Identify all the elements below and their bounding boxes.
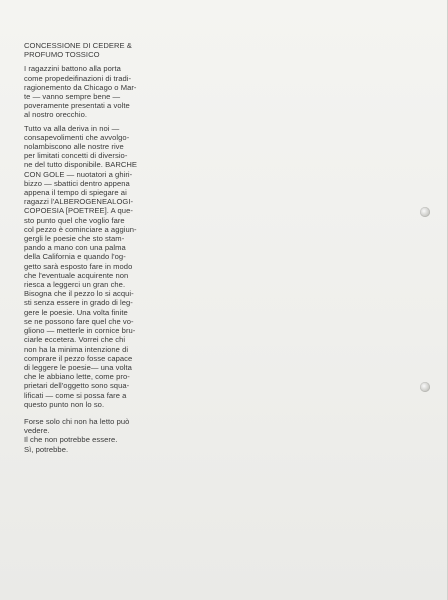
text-line: che l'eventuale acquirente non bbox=[24, 270, 129, 280]
text-line: sti senza essere in grado di leg- bbox=[24, 298, 133, 308]
text-line: Sì, potrebbe. bbox=[24, 444, 69, 454]
text-line: consapevolimenti che avvolgo- bbox=[24, 132, 130, 142]
text-line: nolambiscono alle nostre rive bbox=[24, 142, 124, 152]
text-line: CON GOLE — nuotatori a ghiri- bbox=[24, 169, 133, 179]
text-line: gere le poesie. Una volta finite bbox=[24, 307, 128, 317]
text-line: se ne possono fare quel che vo- bbox=[24, 316, 134, 326]
text-line: prietari dell'oggetto sono squa- bbox=[24, 381, 130, 391]
text-line: lificati — come si possa fare a bbox=[24, 390, 127, 400]
text-line: bizzo — sbattici dentro appena bbox=[24, 178, 130, 188]
text-line: Bisogna che il pezzo lo si acqui- bbox=[24, 289, 134, 299]
poem-title bbox=[24, 41, 148, 59]
title-line: PROFUMO TOSSICO bbox=[24, 50, 100, 60]
text-line: Tutto va alla deriva in noi — bbox=[24, 123, 120, 133]
punch-hole-bottom bbox=[420, 382, 430, 392]
text-line: non ha la minima intenzione di bbox=[24, 344, 129, 354]
text-line: della California e quando l'og- bbox=[24, 252, 126, 262]
text-line: che le abbiano lette, come pro- bbox=[24, 372, 130, 382]
text-line: pando a mano con una palma bbox=[24, 243, 126, 253]
text-line: per limitati concetti di diversio- bbox=[24, 151, 128, 161]
text-line: I ragazzini battono alla porta bbox=[24, 64, 121, 74]
text-line: ragazzi l'ALBEROGENEALOGI- bbox=[24, 197, 134, 207]
text-line: gergli le poesie che sto stam- bbox=[24, 234, 125, 244]
text-line: getto sarà esposto fare in modo bbox=[24, 261, 133, 271]
title-line: CONCESSIONE DI CEDERE & bbox=[24, 41, 132, 50]
text-line: sto punto quel che voglio fare bbox=[24, 215, 125, 225]
text-line: al nostro orecchio. bbox=[24, 110, 87, 120]
text-line: ragionemento da Chicago o Mar- bbox=[24, 82, 137, 92]
text-line: ciarle eccetera. Vorrei che chi bbox=[24, 335, 126, 345]
paragraph-1 bbox=[24, 64, 148, 119]
text-line: di leggere le poesie— una volta bbox=[24, 362, 132, 372]
punch-hole-top bbox=[420, 207, 430, 217]
text-line: appena il tempo di spiegare ai bbox=[24, 188, 127, 198]
text-line: te — vanno sempre bene — bbox=[24, 92, 121, 102]
text-line: Forse solo chi non ha letto può bbox=[24, 416, 130, 426]
text-line: riesca a leggerci un gran che. bbox=[24, 280, 126, 290]
text-line: questo punto non lo so. bbox=[24, 399, 105, 409]
text-line: COPOESIA [POETREE]. A que- bbox=[24, 206, 133, 216]
text-line: poveramente presentati a volte bbox=[24, 101, 130, 111]
paragraph-2 bbox=[24, 124, 148, 409]
text-line: come propedeifinazioni di tradi- bbox=[24, 73, 132, 83]
text-line: vedere. bbox=[24, 426, 50, 436]
text-line: ne del tutto disponibile. BARCHE bbox=[24, 160, 138, 170]
text-line: comprare il pezzo fosse capace bbox=[24, 353, 133, 363]
text-column bbox=[24, 41, 148, 454]
paragraph-3 bbox=[24, 417, 148, 454]
text-line: Il che non potrebbe essere. bbox=[24, 435, 118, 445]
text-line: gliono — metterle in cornice bru- bbox=[24, 326, 136, 336]
text-line: col pezzo è cominciare a aggiun- bbox=[24, 224, 137, 234]
